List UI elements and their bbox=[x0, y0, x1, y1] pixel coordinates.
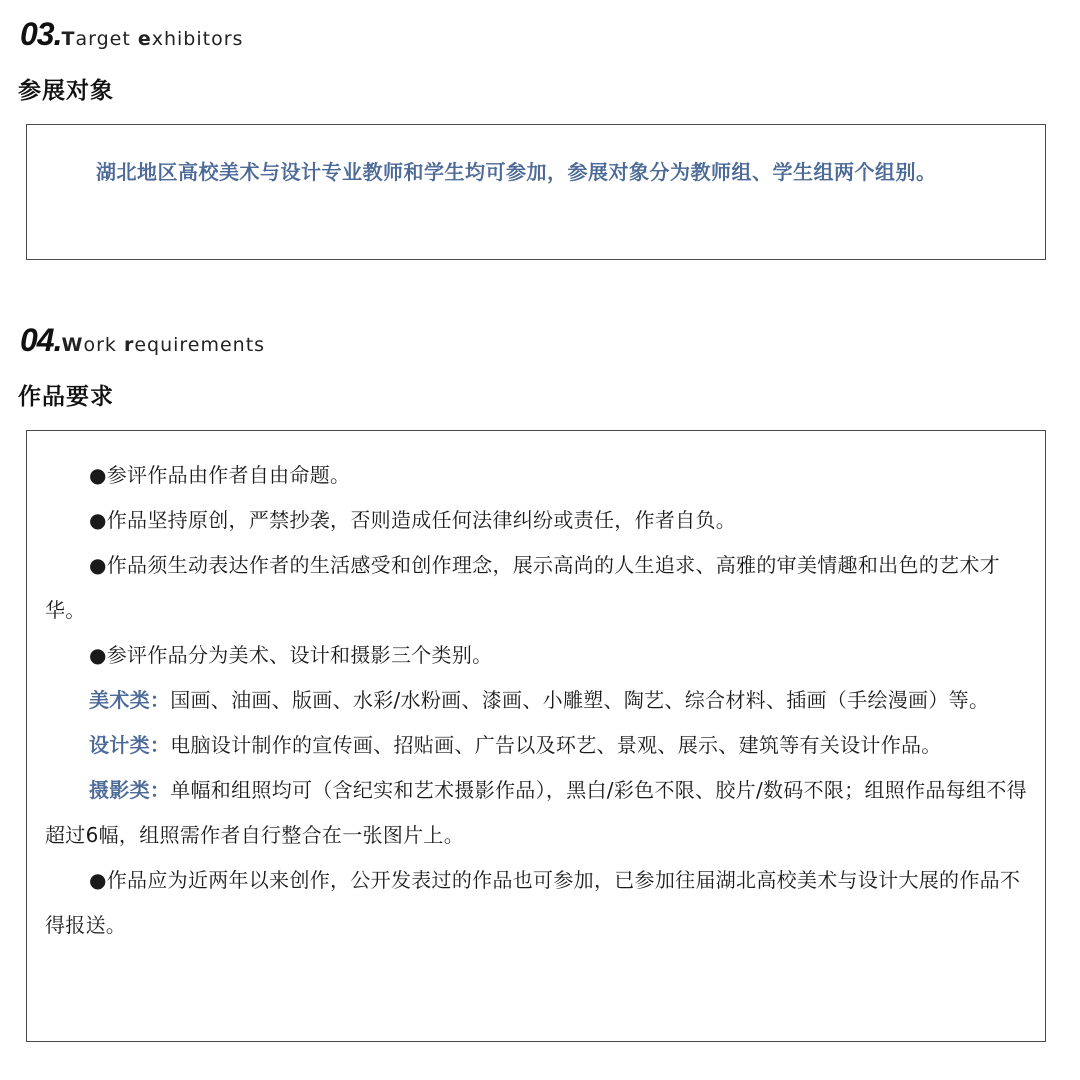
section-04-number: 04. bbox=[20, 322, 62, 358]
section-03-en-part-2: xhibitors bbox=[151, 28, 244, 50]
work-requirements-box bbox=[26, 430, 1046, 1042]
section-03-number: 03. bbox=[20, 16, 62, 52]
target-exhibitors-box bbox=[26, 124, 1046, 260]
category-label: 美术类： bbox=[89, 688, 171, 712]
section-04-en-initial-r: r bbox=[123, 334, 135, 356]
category-photography bbox=[45, 768, 1027, 858]
section-03-en-initial-t: T bbox=[61, 28, 76, 50]
requirement-item: ●作品坚持原创，严禁抄袭，否则造成任何法律纠纷或责任，作者自负。 bbox=[89, 508, 737, 532]
category-text: 国画、油画、版画、水彩/水粉画、漆画、小雕塑、陶艺、综合材料、插画（手绘漫画）等。 bbox=[170, 688, 990, 712]
section-03-chinese-title: 参展对象 bbox=[18, 78, 114, 104]
requirement-item: ●参评作品分为美术、设计和摄影三个类别。 bbox=[89, 643, 493, 667]
category-text: 单幅和组照均可（含纪实和艺术摄影作品），黑白/彩色不限、胶片/数码不限；组照作品每组不得超过6幅，组照需作者自行整合在一张图片上。 bbox=[45, 778, 1027, 847]
section-04-en-part-2: equirements bbox=[134, 334, 266, 356]
target-exhibitors-text: 湖北地区高校美术与设计专业教师和学生均可参加，参展对象分为教师组、学生组两个组别。 bbox=[96, 160, 937, 184]
category-design bbox=[45, 723, 1027, 768]
section-04-chinese-title: 作品要求 bbox=[18, 384, 114, 410]
category-fine-art bbox=[45, 678, 1027, 723]
category-label: 摄影类： bbox=[89, 778, 171, 802]
section-03-en-part-1: arget bbox=[75, 28, 138, 50]
category-text: 电脑设计制作的宣传画、招贴画、广告以及环艺、景观、展示、建筑等有关设计作品。 bbox=[170, 733, 942, 757]
section-03-english-title bbox=[61, 28, 243, 50]
section-04-en-part-1: ork bbox=[83, 334, 124, 356]
section-04-english-title bbox=[61, 334, 265, 356]
section-03-en-initial-e: e bbox=[137, 28, 152, 50]
requirement-item: ●作品应为近两年以来创作，公开发表过的作品也可参加，已参加往届湖北高校美术与设计大展的作品不得报送。 bbox=[45, 868, 1021, 937]
section-04-heading bbox=[20, 322, 265, 359]
requirement-item: ●作品须生动表达作者的生活感受和创作理念，展示高尚的人生追求、高雅的审美情趣和出色的艺术才华。 bbox=[45, 553, 1000, 622]
category-label: 设计类： bbox=[89, 733, 171, 757]
requirement-item: ●参评作品由作者自由命题。 bbox=[89, 463, 351, 487]
section-03-heading bbox=[20, 16, 243, 53]
section-04-en-initial-w: W bbox=[61, 334, 84, 356]
